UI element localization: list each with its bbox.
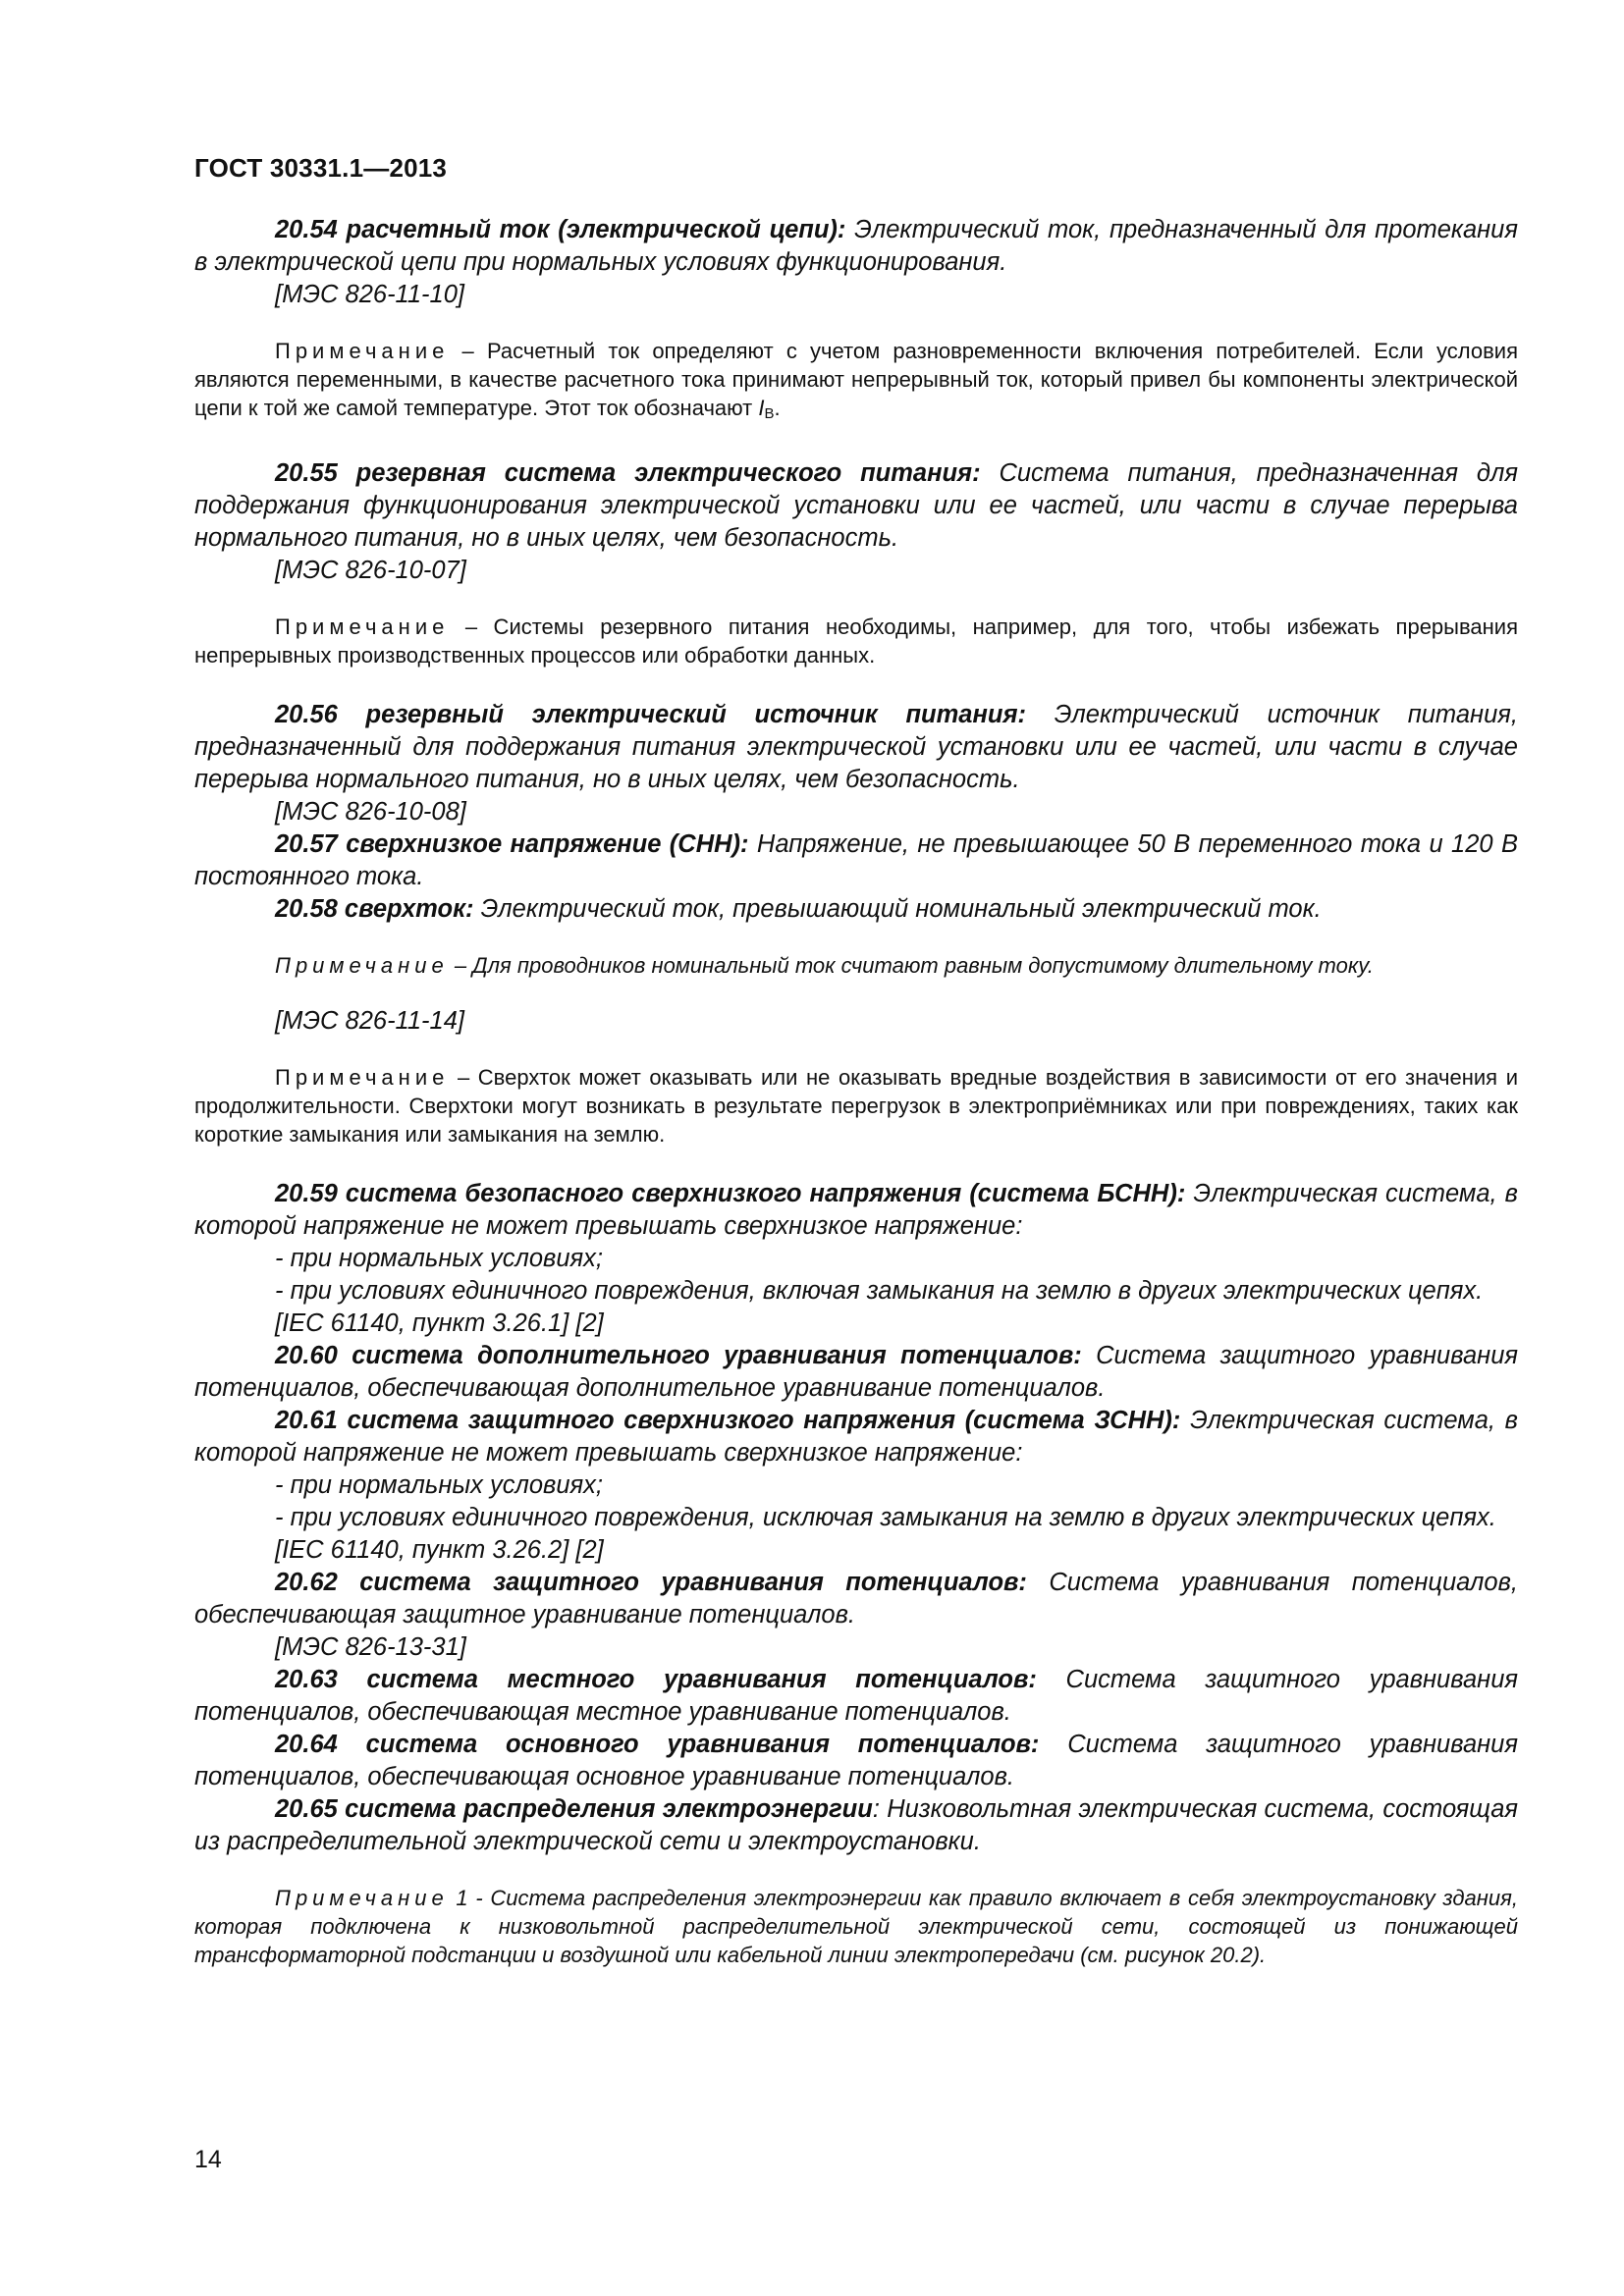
definition-20-61: Электрическая система, в которой напряжение не может превышать сверхнизкое напряжение: <box>194 1407 1518 1467</box>
reference-20-59: [IEC 61140, пункт 3.26.1] [2] <box>275 1309 604 1337</box>
definition-20-56: Электрический источник питания, предназначенный для поддержания питания электрической установки или ее частей, или части в случае перерыва нормального питания, но в иных целях, чем безопасность. <box>194 701 1518 793</box>
definition-20-60: Система защитного уравнивания потенциалов, обеспечивающая дополнительное уравнивание потенциалов. <box>194 1342 1519 1402</box>
term-20-61: 20.61 система защитного сверхнизкого напряжения (система ЗСНН): <box>275 1407 1181 1434</box>
list-item: - при нормальных условиях; <box>275 1245 603 1272</box>
reference-20-58: [МЭС 826-11-14] <box>275 1007 464 1035</box>
term-20-65: 20.65 система распределения электроэнергии <box>275 1795 873 1823</box>
term-20-59: 20.59 система безопасного сверхнизкого напряжения (система БСНН): <box>275 1180 1186 1207</box>
term-20-56: 20.56 резервный электрический источник питания: <box>275 701 1026 728</box>
definition-20-65: : Низковольтная электрическая система, состоящая из распределительной электрической сети и электроустановки. <box>194 1795 1518 1855</box>
entry-20-55 <box>194 457 1518 555</box>
definition-20-59: Электрическая система, в которой напряжение не может превышать сверхнизкое напряжение: <box>194 1180 1518 1240</box>
definition-20-62: Система уравнивания потенциалов, обеспечивающая защитное уравнивание потенциалов. <box>194 1569 1518 1629</box>
term-20-62: 20.62 система защитного уравнивания потенциалов: <box>275 1569 1027 1596</box>
document-body <box>194 214 1518 1969</box>
term-20-64: 20.64 система основного уравнивания потенциалов: <box>275 1731 1040 1758</box>
entry-20-63 <box>194 1664 1518 1729</box>
list-item: - при условиях единичного повреждения, исключая замыкания на землю в других электрических цепях. <box>275 1504 1496 1531</box>
term-20-63: 20.63 система местного уравнивания потенциалов: <box>275 1666 1037 1693</box>
note-label: Примечание <box>275 953 449 978</box>
note-label: Примечание <box>275 614 450 639</box>
note-label: Примечание <box>275 339 450 363</box>
entry-20-61 <box>194 1405 1518 1469</box>
list-item: - при условиях единичного повреждения, включая замыкания на землю в других электрических цепях. <box>275 1277 1484 1305</box>
page-number: 14 <box>194 2146 222 2173</box>
entry-20-58 <box>194 893 1518 926</box>
note-label: Примечание <box>275 1065 450 1090</box>
list-item: - при нормальных условиях; <box>275 1471 603 1499</box>
entry-20-62 <box>194 1567 1518 1631</box>
entry-20-57 <box>194 828 1518 893</box>
note-label: Примечание <box>275 1886 449 1910</box>
entry-20-59 <box>194 1178 1518 1243</box>
note-20-58-a: Примечание – Для проводников номинальный ток считают равным допустимому длительному току. <box>275 953 1374 978</box>
note-20-65: Примечание 1 - Система распределения электроэнергии как правило включает в себя электроустановку здания, которая подключена к низковольтной распределительной электрической сети, состоящей из понижающей трансформаторной подстанции и воздушной или кабельной линии электропередачи (см. рисунок 20.2). <box>194 1886 1518 1967</box>
document-header: ГОСТ 30331.1—2013 <box>194 153 448 183</box>
reference-20-54: [МЭС 826-11-10] <box>275 281 464 308</box>
term-20-58: 20.58 сверхток: <box>275 895 474 923</box>
reference-20-61: [IEC 61140, пункт 3.26.2] [2] <box>275 1536 604 1564</box>
entry-20-60 <box>194 1340 1518 1405</box>
entry-20-54 <box>194 214 1518 279</box>
definition-20-55: Система питания, предназначенная для поддержания функционирования электрической установки или ее частей, или части в случае перерыва нормального питания, но в иных целях, чем безопасность. <box>194 459 1519 552</box>
term-20-60: 20.60 система дополнительного уравнивания потенциалов: <box>275 1342 1082 1369</box>
definition-20-58: Электрический ток, превышающий номинальный электрический ток. <box>473 895 1322 923</box>
reference-20-55: [МЭС 826-10-07] <box>275 557 466 584</box>
note-20-58-b: Примечание – Сверхток может оказывать или не оказывать вредные воздействия в зависимости от его значения и продолжительности. Сверхтоки могут возникать в результате перегрузок в электроприёмниках или при повреждениях, таких как короткие замыкания или замыкания на землю. <box>194 1065 1518 1147</box>
definition-20-63: Система защитного уравнивания потенциалов, обеспечивающая местное уравнивание потенциалов. <box>194 1666 1518 1726</box>
reference-20-56: [МЭС 826-10-08] <box>275 798 466 826</box>
note-20-54: Примечание – Расчетный ток определяют с учетом разновременности включения потребителей. Если условия являются переменными, в качестве расчетного тока принимают непрерывный ток, который привел бы компоненты электрической цепи к той же самой температуре. Этот ток обозначают $I_B$. <box>194 339 1518 422</box>
definition-20-54: Электрический ток, предназначенный для протекания в электрической цепи при нормальных условиях функционирования. <box>194 216 1518 276</box>
term-20-54: 20.54 расчетный ток (электрической цепи): <box>275 216 846 243</box>
entry-20-56 <box>194 699 1518 796</box>
definition-20-64: Система защитного уравнивания потенциалов, обеспечивающая основное уравнивание потенциалов. <box>194 1731 1518 1790</box>
entry-20-64 <box>194 1729 1518 1793</box>
note-20-55: Примечание – Системы резервного питания необходимы, например, для того, чтобы избежать прерывания непрерывных производственных процессов или обработки данных. <box>194 614 1518 667</box>
entry-20-65 <box>194 1793 1518 1858</box>
reference-20-62: [МЭС 826-13-31] <box>275 1633 466 1661</box>
term-20-55: 20.55 резервная система электрического питания: <box>275 459 981 487</box>
definition-20-57: Напряжение, не превышающее 50 В переменного тока и 120 В постоянного тока. <box>194 830 1518 890</box>
term-20-57: 20.57 сверхнизкое напряжение (СНН): <box>275 830 749 858</box>
